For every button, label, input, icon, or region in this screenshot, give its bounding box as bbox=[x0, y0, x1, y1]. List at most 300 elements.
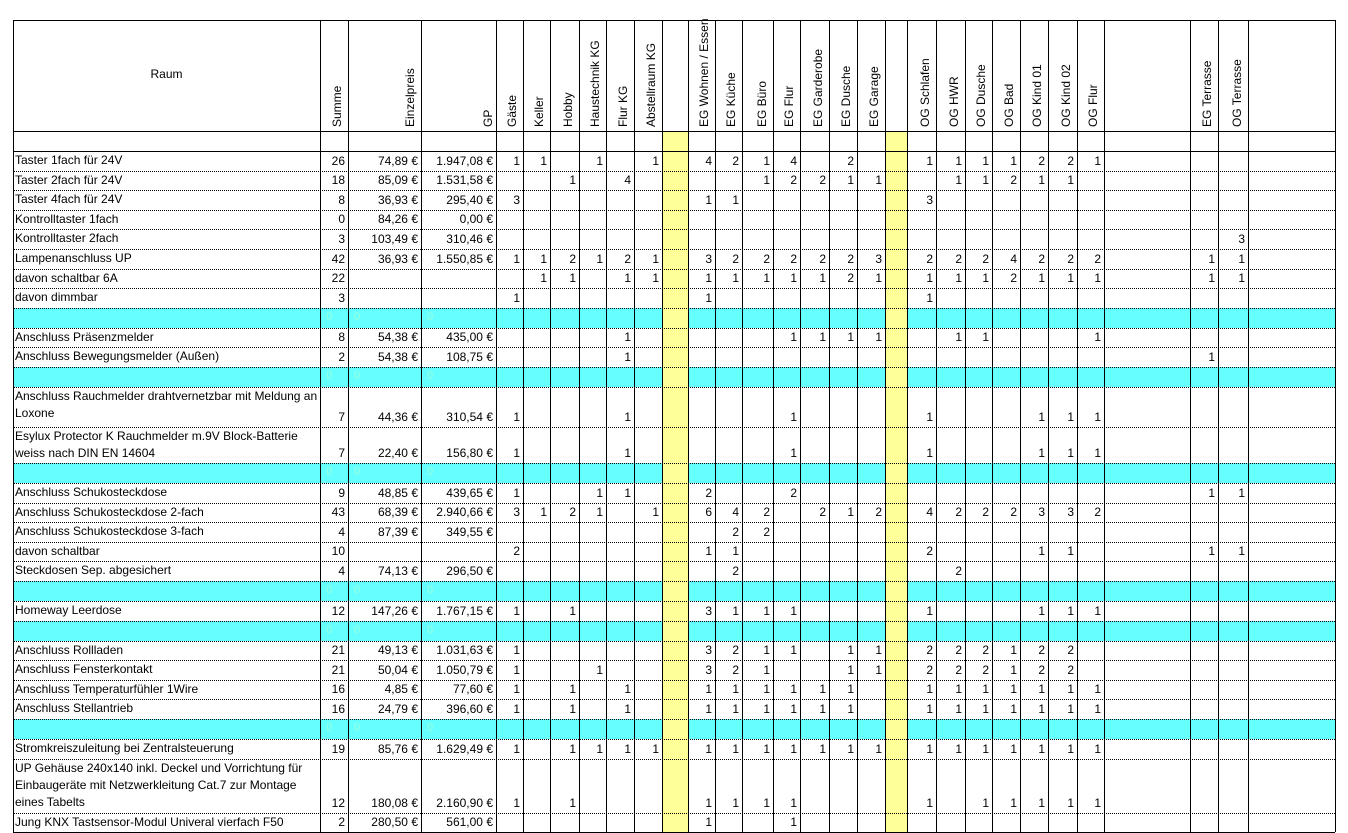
room-count: 1 bbox=[926, 682, 933, 697]
room-count: 4 bbox=[732, 505, 739, 520]
room-count: 1 bbox=[982, 682, 989, 697]
room-count: 1 bbox=[1094, 795, 1101, 810]
grid-vline bbox=[1218, 20, 1219, 832]
room-count: 2 bbox=[955, 251, 962, 266]
room-count: 2 bbox=[847, 153, 854, 168]
room-count: 1 bbox=[705, 682, 712, 697]
header-room-cell: OG Bad bbox=[1002, 83, 1016, 127]
summe-value: 3 bbox=[338, 290, 345, 305]
einzelpreis-value: 54,38 € bbox=[377, 350, 418, 364]
room-count: 2 bbox=[926, 662, 933, 677]
header-summe-cell: Summe bbox=[330, 85, 344, 127]
room-count: 1 bbox=[596, 251, 603, 266]
room-count: 1 bbox=[790, 815, 797, 830]
room-count: 2 bbox=[819, 505, 826, 520]
room-count: 1 bbox=[819, 271, 826, 286]
room-count: 1 bbox=[652, 153, 659, 168]
room-count: 1 bbox=[763, 173, 770, 188]
row-label: Anschluss Bewegungsmelder (Außen) bbox=[15, 349, 220, 364]
separator-zero: 0 bbox=[326, 310, 333, 323]
grid-vline bbox=[579, 20, 580, 832]
room-count: 1 bbox=[1038, 603, 1045, 618]
einzelpreis-value: 180,08 € bbox=[371, 795, 418, 810]
room-count: 2 bbox=[955, 505, 962, 520]
room-count: 1 bbox=[847, 643, 854, 658]
room-count: 1 bbox=[540, 153, 547, 168]
room-count: 1 bbox=[763, 153, 770, 168]
room-count: 1 bbox=[1094, 741, 1101, 756]
room-count: 3 bbox=[1067, 505, 1074, 520]
room-count: 2 bbox=[569, 251, 576, 266]
row-label: UP Gehäuse 240x140 inkl. Deckel und Vorrichtung für Einbaugeräte mit Netzwerkleitung Cat.7 zur Montage eines Tabelts bbox=[15, 760, 303, 809]
einzelpreis-value: 36,93 € bbox=[377, 251, 418, 266]
room-count: 1 bbox=[982, 173, 989, 188]
header-einzelpreis-cell: Einzelpreis bbox=[403, 68, 417, 127]
separator-zero: 0 bbox=[326, 722, 333, 734]
einzelpreis-value: 44,36 € bbox=[377, 410, 418, 424]
room-count: 1 bbox=[955, 330, 962, 345]
row-label: davon schaltbar bbox=[15, 543, 100, 558]
room-count: 1 bbox=[569, 702, 576, 716]
room-count: 2 bbox=[624, 251, 631, 266]
grid-hline bbox=[13, 581, 1335, 582]
room-count: 1 bbox=[1094, 153, 1101, 168]
separator-zero: 0 bbox=[427, 310, 434, 323]
header-room-cell: OG Terrasse bbox=[1230, 59, 1244, 127]
room-count: 1 bbox=[1038, 271, 1045, 286]
room-count: 2 bbox=[926, 544, 933, 559]
room-count: 1 bbox=[569, 271, 576, 286]
room-count: 2 bbox=[1094, 505, 1101, 520]
header-room-cell: Hobby bbox=[561, 92, 575, 127]
grid-vline bbox=[1190, 20, 1191, 832]
room-count: 1 bbox=[926, 410, 933, 424]
room-count: 1 bbox=[596, 505, 603, 520]
header-room-cell: EG Küche bbox=[724, 72, 738, 127]
room-count: 1 bbox=[1094, 330, 1101, 345]
room-count: 1 bbox=[790, 446, 797, 460]
room-count: 1 bbox=[1010, 662, 1017, 677]
header-room-cell: EG Terrasse bbox=[1200, 60, 1214, 127]
room-count: 2 bbox=[1038, 643, 1045, 658]
room-count: 1 bbox=[1238, 271, 1245, 286]
room-count: 1 bbox=[982, 795, 989, 810]
room-count: 1 bbox=[1094, 702, 1101, 716]
separator-zero: 0 bbox=[427, 623, 434, 636]
room-count: 2 bbox=[847, 251, 854, 266]
room-count: 1 bbox=[955, 153, 962, 168]
room-count: 1 bbox=[513, 446, 520, 460]
separator-zero: 0 bbox=[354, 466, 361, 478]
room-count: 1 bbox=[513, 251, 520, 266]
room-count: 1 bbox=[1208, 251, 1215, 266]
room-count: 1 bbox=[1067, 446, 1074, 460]
row-label: Anschluss Temperaturfühler 1Wire bbox=[15, 681, 199, 696]
summe-value: 18 bbox=[331, 173, 345, 188]
room-count: 2 bbox=[732, 153, 739, 168]
row-label: Anschluss Schukosteckdose 2-fach bbox=[15, 504, 204, 519]
gp-value: 2.940,66 € bbox=[436, 505, 493, 520]
room-count: 1 bbox=[705, 702, 712, 716]
gp-value: 2.160,90 € bbox=[436, 795, 493, 810]
row-label: Anschluss Schukosteckdose bbox=[15, 485, 168, 499]
header-room-cell: EG Büro bbox=[755, 80, 769, 127]
room-count: 1 bbox=[1067, 741, 1074, 756]
room-count: 2 bbox=[1067, 251, 1074, 266]
summe-value: 2 bbox=[338, 350, 345, 364]
room-count: 2 bbox=[790, 251, 797, 266]
room-count: 1 bbox=[732, 795, 739, 810]
room-count: 2 bbox=[513, 544, 520, 559]
room-count: 1 bbox=[1038, 795, 1045, 810]
room-count: 1 bbox=[1067, 702, 1074, 716]
summe-value: 12 bbox=[331, 603, 345, 618]
room-count: 1 bbox=[513, 603, 520, 618]
room-count: 1 bbox=[1067, 410, 1074, 424]
gp-value: 435,00 € bbox=[446, 330, 493, 345]
room-count: 2 bbox=[763, 251, 770, 266]
room-count: 3 bbox=[1238, 232, 1245, 246]
summe-value: 16 bbox=[331, 702, 345, 716]
room-count: 1 bbox=[624, 271, 631, 286]
room-count: 1 bbox=[652, 271, 659, 286]
room-count: 1 bbox=[982, 741, 989, 756]
room-count: 1 bbox=[763, 271, 770, 286]
room-count: 3 bbox=[705, 643, 712, 658]
room-count: 1 bbox=[926, 446, 933, 460]
summe-value: 8 bbox=[338, 192, 345, 207]
grid-hline bbox=[13, 308, 1335, 309]
separator-zero: 0 bbox=[326, 584, 333, 596]
room-count: 1 bbox=[982, 702, 989, 716]
room-count: 3 bbox=[705, 662, 712, 677]
room-count: 1 bbox=[847, 662, 854, 677]
room-count: 2 bbox=[819, 251, 826, 266]
room-count: 2 bbox=[790, 485, 797, 500]
separator-zero: 0 bbox=[354, 584, 361, 596]
room-count: 1 bbox=[1038, 741, 1045, 756]
room-count: 1 bbox=[847, 173, 854, 188]
room-count: 1 bbox=[1067, 173, 1074, 188]
room-count: 1 bbox=[513, 795, 520, 810]
row-label: davon dimmbar bbox=[15, 290, 98, 305]
room-count: 4 bbox=[790, 153, 797, 168]
row-label: Anschluss Rollladen bbox=[15, 642, 124, 657]
room-count: 2 bbox=[1010, 173, 1017, 188]
room-count: 1 bbox=[624, 446, 631, 460]
room-count: 1 bbox=[1238, 251, 1245, 266]
gp-value: 1.031,63 € bbox=[436, 643, 493, 658]
room-count: 1 bbox=[596, 741, 603, 756]
room-count: 2 bbox=[926, 643, 933, 658]
summe-value: 10 bbox=[331, 544, 345, 559]
room-count: 1 bbox=[1238, 544, 1245, 559]
room-count: 2 bbox=[790, 173, 797, 188]
header-room-cell: Abstellraum KG bbox=[644, 42, 658, 127]
room-count: 1 bbox=[1010, 682, 1017, 697]
room-count: 1 bbox=[1067, 544, 1074, 559]
einzelpreis-value: 4,85 € bbox=[384, 682, 418, 697]
header-room-cell: Flur KG bbox=[616, 85, 630, 127]
einzelpreis-value: 85,76 € bbox=[377, 741, 418, 756]
room-count: 1 bbox=[705, 290, 712, 305]
room-count: 1 bbox=[569, 603, 576, 618]
gp-value: 1.767,15 € bbox=[436, 603, 493, 618]
room-count: 1 bbox=[790, 795, 797, 810]
grid-hline bbox=[13, 20, 1335, 21]
row-label: davon schaltbar 6A bbox=[15, 270, 118, 285]
room-count: 4 bbox=[624, 173, 631, 188]
row-label: Lampenanschluss UP bbox=[15, 251, 132, 265]
room-count: 1 bbox=[1038, 544, 1045, 559]
room-count: 1 bbox=[790, 643, 797, 658]
einzelpreis-value: 54,38 € bbox=[377, 330, 418, 345]
grid-hline bbox=[13, 131, 1335, 132]
room-count: 1 bbox=[1208, 544, 1215, 559]
summe-value: 3 bbox=[338, 232, 345, 246]
room-count: 1 bbox=[819, 702, 826, 716]
room-count: 1 bbox=[652, 251, 659, 266]
summe-value: 9 bbox=[338, 485, 345, 500]
room-count: 1 bbox=[763, 702, 770, 716]
room-count: 1 bbox=[513, 662, 520, 677]
room-count: 1 bbox=[1067, 603, 1074, 618]
room-count: 1 bbox=[790, 741, 797, 756]
room-count: 2 bbox=[1094, 251, 1101, 266]
room-count: 1 bbox=[763, 662, 770, 677]
room-count: 1 bbox=[513, 290, 520, 305]
room-count: 1 bbox=[624, 330, 631, 345]
room-count: 1 bbox=[513, 485, 520, 500]
room-count: 1 bbox=[705, 192, 712, 207]
row-label: Stromkreiszuleitung bei Zentralsteuerung bbox=[15, 741, 234, 755]
grid-vline bbox=[523, 20, 524, 832]
header-room-cell: EG Dusche bbox=[839, 65, 853, 127]
header-room-cell: EG Wohnen / Essen bbox=[697, 18, 711, 127]
room-count: 1 bbox=[926, 741, 933, 756]
room-count: 1 bbox=[790, 271, 797, 286]
room-count: 1 bbox=[790, 702, 797, 716]
room-count: 1 bbox=[1038, 446, 1045, 460]
summe-value: 21 bbox=[331, 662, 345, 677]
room-count: 1 bbox=[732, 603, 739, 618]
room-count: 1 bbox=[982, 330, 989, 345]
room-count: 1 bbox=[1067, 682, 1074, 697]
grid-hline bbox=[13, 621, 1335, 622]
room-count: 1 bbox=[705, 815, 712, 830]
room-count: 1 bbox=[1038, 410, 1045, 424]
row-label: Anschluss Fensterkontakt bbox=[15, 662, 153, 677]
room-count: 2 bbox=[926, 251, 933, 266]
row-label: Anschluss Rauchmelder drahtvernetzbar mit Meldung an Loxone bbox=[15, 389, 318, 420]
summe-value: 12 bbox=[331, 795, 345, 810]
row-label: Taster 1fach für 24V bbox=[15, 153, 123, 167]
gp-value: 295,40 € bbox=[446, 192, 493, 207]
room-count: 2 bbox=[1038, 251, 1045, 266]
summe-value: 7 bbox=[338, 446, 345, 460]
row-label: Esylux Protector K Rauchmelder m.9V Block-Batterie weiss nach DIN EN 14604 bbox=[15, 429, 298, 460]
room-count: 3 bbox=[1038, 505, 1045, 520]
room-count: 1 bbox=[1010, 702, 1017, 716]
room-count: 2 bbox=[705, 485, 712, 500]
room-count: 1 bbox=[513, 702, 520, 716]
room-count: 2 bbox=[982, 643, 989, 658]
header-room-cell: Haustechnik KG bbox=[588, 40, 602, 127]
room-count: 1 bbox=[1010, 643, 1017, 658]
summe-value: 8 bbox=[338, 330, 345, 345]
room-count: 1 bbox=[705, 741, 712, 756]
room-count: 1 bbox=[982, 271, 989, 286]
room-count: 2 bbox=[763, 524, 770, 539]
einzelpreis-value: 147,26 € bbox=[371, 603, 418, 618]
summe-value: 43 bbox=[331, 505, 345, 520]
room-count: 1 bbox=[652, 505, 659, 520]
room-count: 2 bbox=[847, 271, 854, 286]
room-count: 2 bbox=[1038, 662, 1045, 677]
room-count: 1 bbox=[1038, 682, 1045, 697]
room-count: 1 bbox=[1010, 795, 1017, 810]
room-count: 1 bbox=[790, 410, 797, 424]
room-count: 1 bbox=[955, 741, 962, 756]
room-count: 1 bbox=[955, 173, 962, 188]
yellow-divider-column bbox=[662, 131, 688, 832]
row-label: Anschluss Schukosteckdose 3-fach bbox=[15, 524, 204, 539]
room-count: 1 bbox=[1010, 741, 1017, 756]
room-count: 1 bbox=[569, 173, 576, 188]
summe-value: 0 bbox=[338, 212, 345, 227]
gp-value: 296,50 € bbox=[446, 564, 493, 578]
room-count: 1 bbox=[596, 485, 603, 500]
gp-value: 1.050,79 € bbox=[436, 662, 493, 677]
einzelpreis-value: 103,49 € bbox=[371, 232, 418, 246]
room-count: 3 bbox=[705, 251, 712, 266]
header-room-cell: OG HWR bbox=[947, 76, 961, 127]
room-count: 1 bbox=[513, 153, 520, 168]
room-count: 1 bbox=[847, 682, 854, 697]
room-count: 1 bbox=[790, 330, 797, 345]
room-count: 1 bbox=[790, 682, 797, 697]
room-count: 3 bbox=[926, 192, 933, 207]
summe-value: 2 bbox=[338, 815, 345, 830]
room-count: 1 bbox=[624, 485, 631, 500]
room-count: 2 bbox=[732, 564, 739, 578]
grid-hline bbox=[13, 463, 1335, 464]
room-count: 1 bbox=[705, 271, 712, 286]
separator-zero: 0 bbox=[326, 466, 333, 478]
room-count: 2 bbox=[1067, 643, 1074, 658]
room-count: 1 bbox=[624, 682, 631, 697]
room-count: 1 bbox=[705, 795, 712, 810]
einzelpreis-value: 74,89 € bbox=[377, 153, 418, 168]
room-count: 1 bbox=[875, 741, 882, 756]
room-count: 1 bbox=[926, 271, 933, 286]
gp-value: 77,60 € bbox=[452, 682, 493, 697]
gp-value: 396,60 € bbox=[446, 702, 493, 716]
separator-zero: 0 bbox=[326, 623, 333, 636]
room-count: 2 bbox=[1067, 662, 1074, 677]
room-count: 2 bbox=[875, 505, 882, 520]
header-room-cell: EG Garage bbox=[867, 66, 881, 127]
room-count: 1 bbox=[875, 662, 882, 677]
einzelpreis-value: 22,40 € bbox=[377, 446, 418, 460]
room-count: 1 bbox=[732, 741, 739, 756]
separator-zero: 0 bbox=[427, 722, 434, 734]
gp-value: 1.531,58 € bbox=[436, 173, 493, 188]
room-count: 1 bbox=[847, 741, 854, 756]
einzelpreis-value: 36,93 € bbox=[377, 192, 418, 207]
room-count: 1 bbox=[705, 544, 712, 559]
room-count: 1 bbox=[624, 702, 631, 716]
room-count: 1 bbox=[1094, 410, 1101, 424]
room-count: 1 bbox=[763, 795, 770, 810]
summe-value: 19 bbox=[331, 741, 345, 756]
room-count: 1 bbox=[819, 330, 826, 345]
room-count: 1 bbox=[652, 741, 659, 756]
room-count: 2 bbox=[1010, 505, 1017, 520]
summe-value: 21 bbox=[331, 643, 345, 658]
room-count: 3 bbox=[875, 251, 882, 266]
header-room-cell: EG Garderobe bbox=[811, 48, 825, 127]
room-count: 2 bbox=[1038, 153, 1045, 168]
separator-zero: 0 bbox=[354, 722, 361, 734]
grid-hline bbox=[13, 719, 1335, 720]
row-label: Kontrolltaster 2fach bbox=[15, 231, 119, 246]
gp-value: 1.550,85 € bbox=[436, 251, 493, 266]
room-count: 1 bbox=[1010, 153, 1017, 168]
room-count: 2 bbox=[955, 662, 962, 677]
separator-zero: 0 bbox=[354, 310, 361, 323]
room-count: 1 bbox=[513, 643, 520, 658]
room-count: 1 bbox=[955, 682, 962, 697]
room-count: 2 bbox=[1067, 153, 1074, 168]
header-room-cell: OG Kind 01 bbox=[1030, 64, 1044, 127]
yellow-divider-column bbox=[885, 131, 907, 832]
room-count: 1 bbox=[540, 505, 547, 520]
grid-vline bbox=[634, 20, 635, 832]
room-count: 1 bbox=[955, 271, 962, 286]
row-label: Anschluss Stellantrieb bbox=[15, 701, 134, 716]
room-count: 1 bbox=[732, 544, 739, 559]
gp-value: 561,00 € bbox=[446, 815, 493, 830]
header-gp-cell: GP bbox=[481, 109, 495, 127]
gp-value: 439,65 € bbox=[446, 485, 493, 500]
room-count: 1 bbox=[819, 682, 826, 697]
room-count: 1 bbox=[763, 643, 770, 658]
header-room-cell: OG Dusche bbox=[974, 64, 988, 127]
separator-zero: 0 bbox=[427, 370, 434, 382]
room-count: 2 bbox=[955, 643, 962, 658]
einzelpreis-value: 84,26 € bbox=[377, 212, 418, 227]
gp-value: 310,46 € bbox=[446, 232, 493, 246]
row-label: Taster 2fach für 24V bbox=[15, 172, 123, 187]
grid-vline bbox=[857, 20, 858, 832]
room-count: 1 bbox=[875, 330, 882, 345]
separator-zero: 0 bbox=[427, 466, 434, 478]
summe-value: 42 bbox=[331, 251, 345, 266]
room-count: 1 bbox=[732, 192, 739, 207]
room-count: 2 bbox=[819, 173, 826, 188]
room-count: 1 bbox=[1067, 271, 1074, 286]
separator-zero: 0 bbox=[427, 584, 434, 596]
gp-value: 0,00 € bbox=[459, 212, 493, 227]
room-count: 1 bbox=[569, 741, 576, 756]
grid-vline bbox=[1248, 20, 1249, 832]
room-count: 4 bbox=[1010, 251, 1017, 266]
room-count: 2 bbox=[732, 662, 739, 677]
room-count: 1 bbox=[926, 603, 933, 618]
room-count: 1 bbox=[1208, 350, 1215, 364]
einzelpreis-value: 85,09 € bbox=[377, 173, 418, 188]
